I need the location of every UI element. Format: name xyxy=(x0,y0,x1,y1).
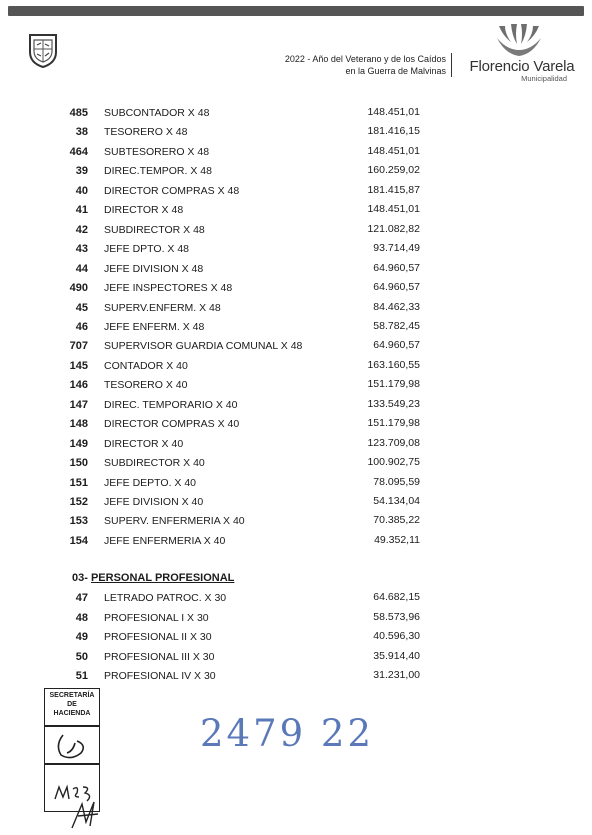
table-row xyxy=(0,629,592,648)
row-amount: 133.549,23 xyxy=(367,397,420,410)
row-code: 145 xyxy=(69,359,88,372)
row-amount: 70.385,22 xyxy=(373,514,420,527)
section-title: PERSONAL PROFESIONAL xyxy=(90,572,235,584)
row-description: JEFE DIVISION X 48 xyxy=(104,262,204,275)
row-amount: 121.082,82 xyxy=(367,222,420,235)
row-description: PROFESIONAL II X 30 xyxy=(104,631,212,643)
header-divider xyxy=(451,53,452,77)
row-code: 152 xyxy=(69,496,88,508)
row-description: LETRADO PATROC. X 30 xyxy=(104,592,227,604)
row-description: JEFE ENFERMERIA X 40 xyxy=(104,534,226,547)
row-amount: 151.179,98 xyxy=(367,378,420,391)
stamp-label: SECRETARÍA DE HACIENDA xyxy=(49,692,95,717)
row-code: 49 xyxy=(75,631,88,643)
row-code: 707 xyxy=(69,340,88,353)
table-row xyxy=(0,590,592,609)
row-description: SUPERVISOR GUARDIA COMUNAL X 48 xyxy=(104,340,303,353)
row-description: JEFE INSPECTORES X 48 xyxy=(104,282,233,295)
row-description: SUBTESORERO X 48 xyxy=(104,145,210,158)
row-description: SUBCONTADOR X 48 xyxy=(104,107,210,119)
row-amount: 151.179,98 xyxy=(367,417,420,430)
logo-name: Florencio Varela xyxy=(469,58,575,75)
table-row xyxy=(0,280,592,299)
row-description: DIRECTOR COMPRAS X 40 xyxy=(104,418,240,431)
row-description: DIRECTOR COMPRAS X 48 xyxy=(104,184,240,197)
row-amount: 84.462,33 xyxy=(373,300,420,313)
row-code: 51 xyxy=(75,670,88,682)
row-amount: 40.596,30 xyxy=(373,630,420,642)
table-row xyxy=(0,455,592,474)
row-amount: 181.415,87 xyxy=(367,183,420,196)
row-code: 45 xyxy=(75,301,88,314)
row-amount: 49.352,11 xyxy=(374,533,420,546)
row-code: 148 xyxy=(69,418,88,431)
stamped-file-number: 2479 22 xyxy=(200,712,375,755)
row-code: 43 xyxy=(75,243,88,256)
row-description: JEFE DEPTO. X 40 xyxy=(104,476,197,489)
row-description: PROFESIONAL I X 30 xyxy=(104,611,209,624)
row-code: 40 xyxy=(75,184,88,197)
table-row xyxy=(0,668,592,687)
row-amount: 160.259,02 xyxy=(367,164,420,177)
top-border-bar xyxy=(8,6,584,16)
row-description: CONTADOR X 40 xyxy=(104,359,188,372)
table-row xyxy=(0,202,592,221)
row-code: 44 xyxy=(75,262,88,275)
row-code: 151 xyxy=(69,476,88,489)
table-row xyxy=(0,475,592,494)
signature-scribble-icon xyxy=(68,796,104,832)
row-amount: 181.416,15 xyxy=(367,125,420,138)
row-amount: 35.914,40 xyxy=(373,649,420,662)
table-row xyxy=(0,300,592,319)
row-description: TESORERO X 48 xyxy=(104,126,188,139)
row-code: 48 xyxy=(75,611,88,624)
table-row xyxy=(0,319,592,338)
row-code: 39 xyxy=(75,165,88,178)
row-code: 38 xyxy=(75,126,88,139)
row-code: 41 xyxy=(75,204,88,217)
row-description: SUBDIRECTOR X 48 xyxy=(104,223,205,236)
logo-subtitle: Municipalidad xyxy=(521,74,567,83)
row-description: DIREC.TEMPOR. X 48 xyxy=(104,165,212,178)
row-description: DIREC. TEMPORARIO X 40 xyxy=(104,398,238,411)
header-year-motto xyxy=(236,53,446,77)
row-amount: 148.451,01 xyxy=(367,106,420,118)
row-code: 153 xyxy=(69,515,88,528)
row-amount: 100.902,75 xyxy=(367,456,420,469)
table-row xyxy=(0,377,592,396)
row-amount: 64.682,15 xyxy=(373,591,420,603)
row-amount: 54.134,04 xyxy=(373,495,420,507)
row-amount: 148.451,01 xyxy=(367,144,420,157)
table-row xyxy=(0,610,592,629)
row-code: 464 xyxy=(69,145,88,158)
section-prefix: 03- xyxy=(72,572,88,584)
row-code: 485 xyxy=(69,107,88,119)
row-description: SUPERV.ENFERM. X 48 xyxy=(104,301,221,314)
row-amount: 64.960,57 xyxy=(373,281,420,294)
header-line-1: 2022 - Año del Veterano y de los Caídos xyxy=(284,54,446,64)
table-row xyxy=(0,163,592,182)
stamp-divider xyxy=(45,763,99,765)
row-description: PROFESIONAL IV X 30 xyxy=(104,670,216,682)
section-heading xyxy=(72,572,234,584)
row-description: JEFE ENFERM. X 48 xyxy=(104,320,205,333)
row-description: JEFE DPTO. X 48 xyxy=(104,243,189,256)
table-row xyxy=(0,144,592,163)
row-amount: 148.451,01 xyxy=(367,203,420,216)
row-description: PROFESIONAL III X 30 xyxy=(104,650,215,663)
row-code: 46 xyxy=(75,320,88,333)
table-row xyxy=(0,494,592,513)
table-row xyxy=(0,416,592,435)
initials-signature-icon xyxy=(51,731,95,761)
row-amount: 78.095,59 xyxy=(373,475,420,488)
hacienda-stamp xyxy=(44,688,100,812)
row-amount: 163.160,55 xyxy=(367,358,420,371)
table-row xyxy=(0,397,592,416)
row-description: TESORERO X 40 xyxy=(104,379,188,392)
row-description: JEFE DIVISION X 40 xyxy=(104,496,204,508)
table-row xyxy=(0,124,592,143)
table-row xyxy=(0,183,592,202)
row-amount: 93.714,49 xyxy=(373,242,420,255)
table-row xyxy=(0,436,592,455)
table-row xyxy=(0,261,592,280)
table-row xyxy=(0,649,592,668)
table-row xyxy=(0,338,592,357)
header-line-2: en la Guerra de Malvinas xyxy=(345,66,446,76)
table-row xyxy=(0,105,592,124)
row-code: 42 xyxy=(75,223,88,236)
row-description: DIRECTOR X 40 xyxy=(104,437,184,450)
row-description: DIRECTOR X 48 xyxy=(104,204,184,217)
row-code: 146 xyxy=(69,379,88,392)
row-code: 150 xyxy=(69,457,88,470)
row-amount: 58.782,45 xyxy=(373,319,420,332)
row-description: SUPERV. ENFERMERIA X 40 xyxy=(104,515,245,528)
row-amount: 58.573,96 xyxy=(373,610,420,623)
row-code: 147 xyxy=(69,398,88,411)
table-row xyxy=(0,533,592,552)
row-code: 154 xyxy=(69,534,88,547)
row-code: 47 xyxy=(75,592,88,604)
row-amount: 31.231,00 xyxy=(373,669,420,681)
row-amount: 64.960,57 xyxy=(373,261,420,274)
row-code: 50 xyxy=(75,650,88,663)
row-amount: 64.960,57 xyxy=(373,339,420,352)
table-row xyxy=(0,222,592,241)
row-code: 490 xyxy=(69,282,88,295)
municipal-crest-icon xyxy=(27,32,59,68)
row-description: SUBDIRECTOR X 40 xyxy=(104,457,205,470)
table-row xyxy=(0,358,592,377)
table-row xyxy=(0,513,592,532)
row-amount: 123.709,08 xyxy=(367,436,420,449)
table-row xyxy=(0,241,592,260)
stamp-divider xyxy=(45,725,99,727)
florencio-varela-logo-icon xyxy=(493,22,545,58)
row-code: 149 xyxy=(69,437,88,450)
